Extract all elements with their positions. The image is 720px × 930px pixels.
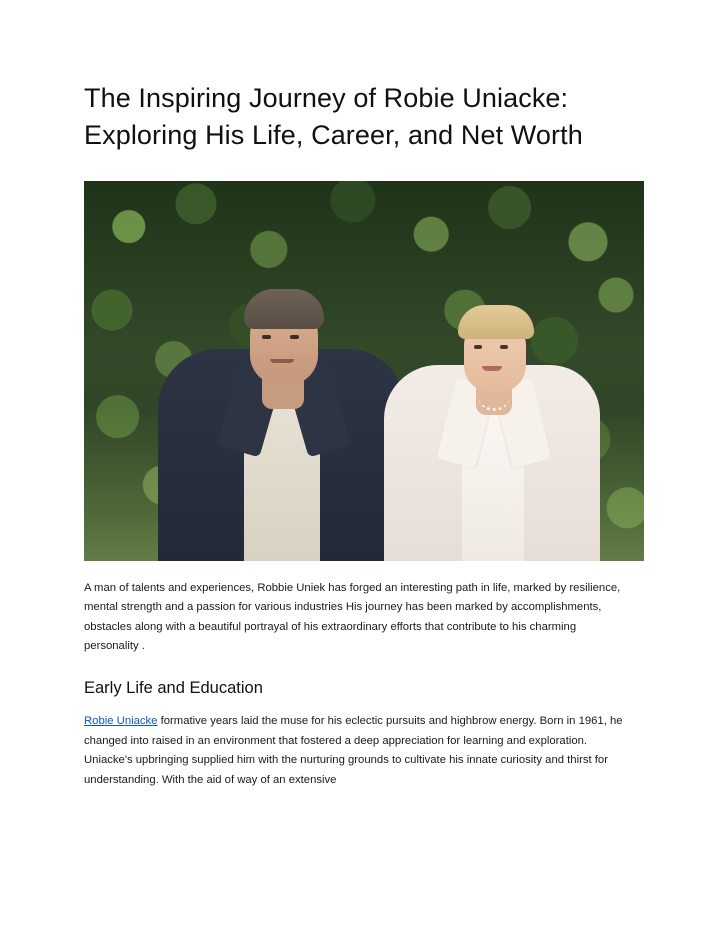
woman-figure (384, 243, 600, 561)
section-heading-early-life: Early Life and Education (84, 679, 263, 698)
page-title: The Inspiring Journey of Robie Uniacke: Exploring His Life, Career, and Net Worth (84, 83, 583, 151)
man-eye-right (290, 335, 299, 339)
woman-eye-left (474, 345, 482, 349)
intro-paragraph: A man of talents and experiences, Robbie Uniek has forged an interesting path in life, marked by resilience, mental strength and a passion for various industries His journey has been marked by accomplishments, obstacles along with a beautiful portrayal of his extraordinary efforts that contribute to his charming personality . (84, 581, 621, 653)
early-life-paragraph-text: formative years laid the muse for his eclectic pursuits and highbrow energy. Born in 1961, he changed into raised in an environment that fostered a deep appreciation for learning and exploration. Uniacke's upbringing supplied him with the nurturing grounds to cultivate his innate curiosity and thirst for understanding. With the aid of way of an extensive (84, 715, 623, 787)
man-mouth (270, 359, 294, 363)
early-life-paragraph (84, 712, 632, 791)
woman-eye-right (500, 345, 508, 349)
robie-uniacke-link[interactable]: Robie Uniacke (84, 715, 158, 728)
hero-image (84, 181, 644, 561)
woman-mouth (482, 366, 502, 371)
man-eye-left (262, 335, 271, 339)
woman-hair-front (458, 305, 534, 339)
man-hair (244, 289, 324, 329)
man-figure (158, 231, 404, 561)
